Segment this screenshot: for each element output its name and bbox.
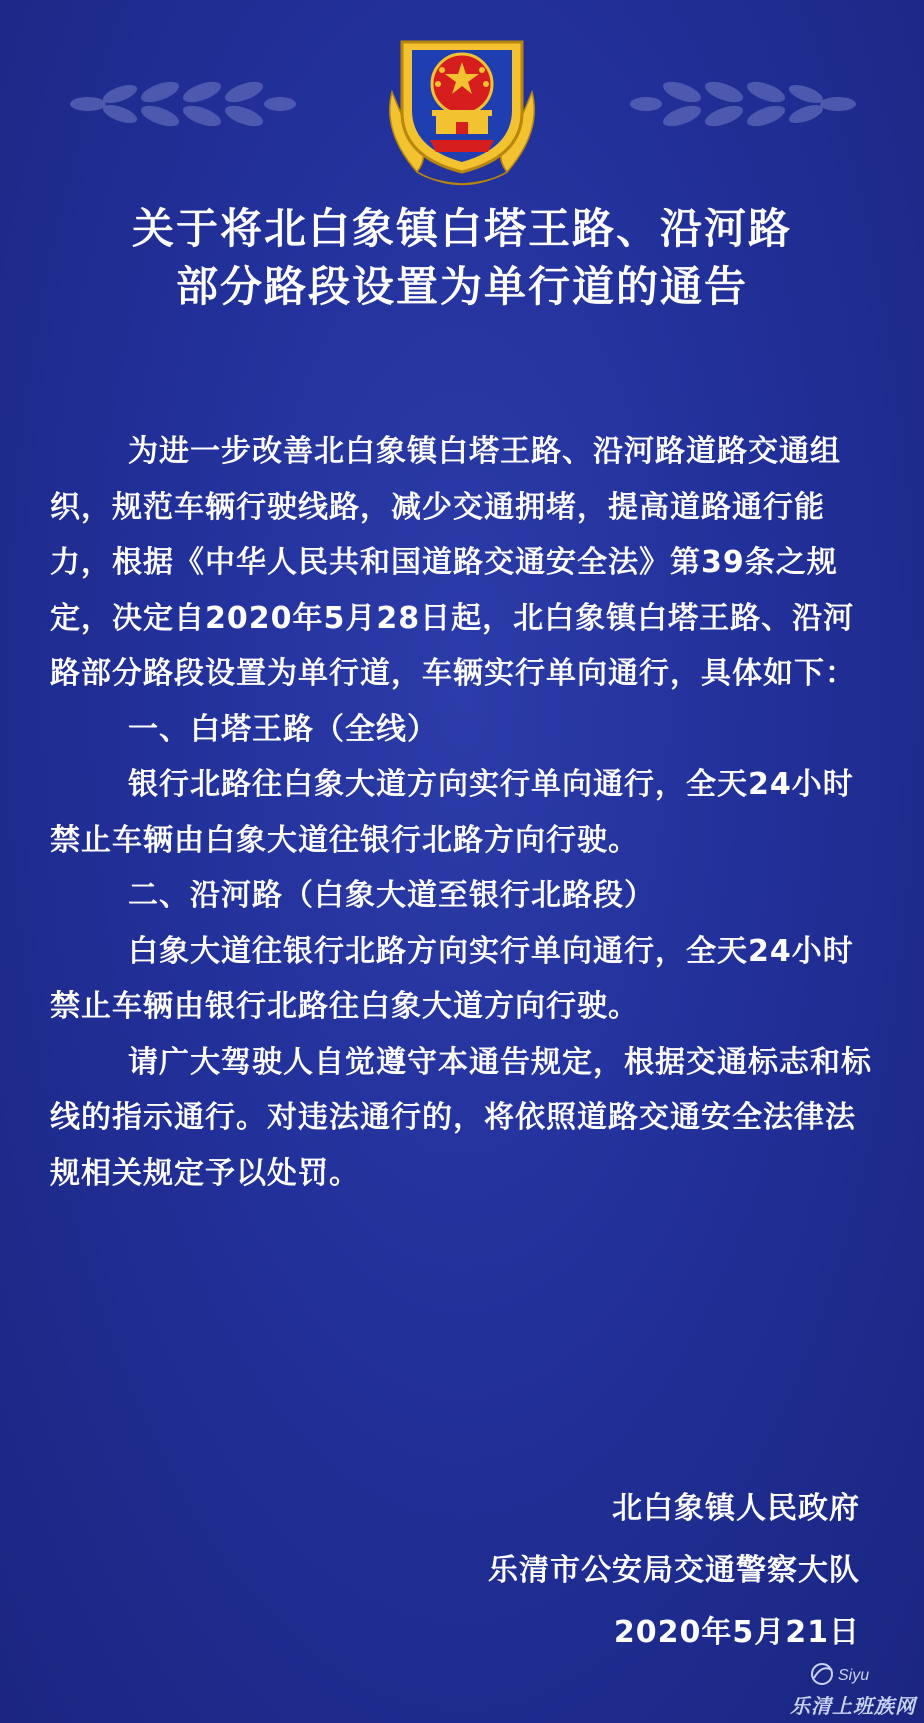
signature-org-2: 乐清市公安局交通警察大队 (488, 1553, 860, 1588)
signature-org-1: 北白象镇人民政府 (612, 1491, 860, 1526)
notice-title (0, 200, 924, 316)
watermark-text: 乐清上班族网 (790, 1694, 916, 1718)
signature-block (488, 1478, 860, 1664)
notice-body (50, 424, 876, 1201)
section2-heading: 二、沿河路（白象大道至银行北路段） (128, 878, 655, 913)
section1-text: 银行北路往白象大道方向实行单向通行，全天24小时禁止车辆由白象大道往银行北路方向行驶。 (50, 767, 854, 858)
signature-date: 2020年5月21日 (613, 1615, 860, 1650)
wreath-left-decoration (68, 74, 298, 134)
closing-paragraph: 请广大驾驶人自觉遵守本通告规定，根据交通标志和标线的指示通行。对违法通行的，将依照道路交通安全法律法规相关规定予以处罚。 (50, 1044, 872, 1191)
wreath-right-decoration (628, 74, 858, 134)
police-emblem-icon (372, 22, 552, 192)
section2-text: 白象大道往银行北路方向实行单向通行，全天24小时禁止车辆由银行北路往白象大道方向行驶。 (50, 933, 854, 1024)
watermark-logo-text: Siyu (838, 1667, 870, 1684)
title-line-1: 关于将北白象镇白塔王路、沿河路 (131, 204, 792, 253)
title-line-2: 部分路段设置为单行道的通告 (175, 262, 748, 311)
intro-paragraph: 为进一步改善北白象镇白塔王路、沿河路道路交通组织，规范车辆行驶线路，减少交通拥堵，提高道路通行能力，根据《中华人民共和国道路交通安全法》第39条之规定，决定自2020年5月28日起，北白象镇白塔王路、沿河路部分路段设置为单行道，车辆实行单向通行，具体如下： (50, 434, 856, 691)
section1-heading: 一、白塔王路（全线） (128, 711, 438, 747)
watermark-logo-icon (808, 1656, 908, 1690)
